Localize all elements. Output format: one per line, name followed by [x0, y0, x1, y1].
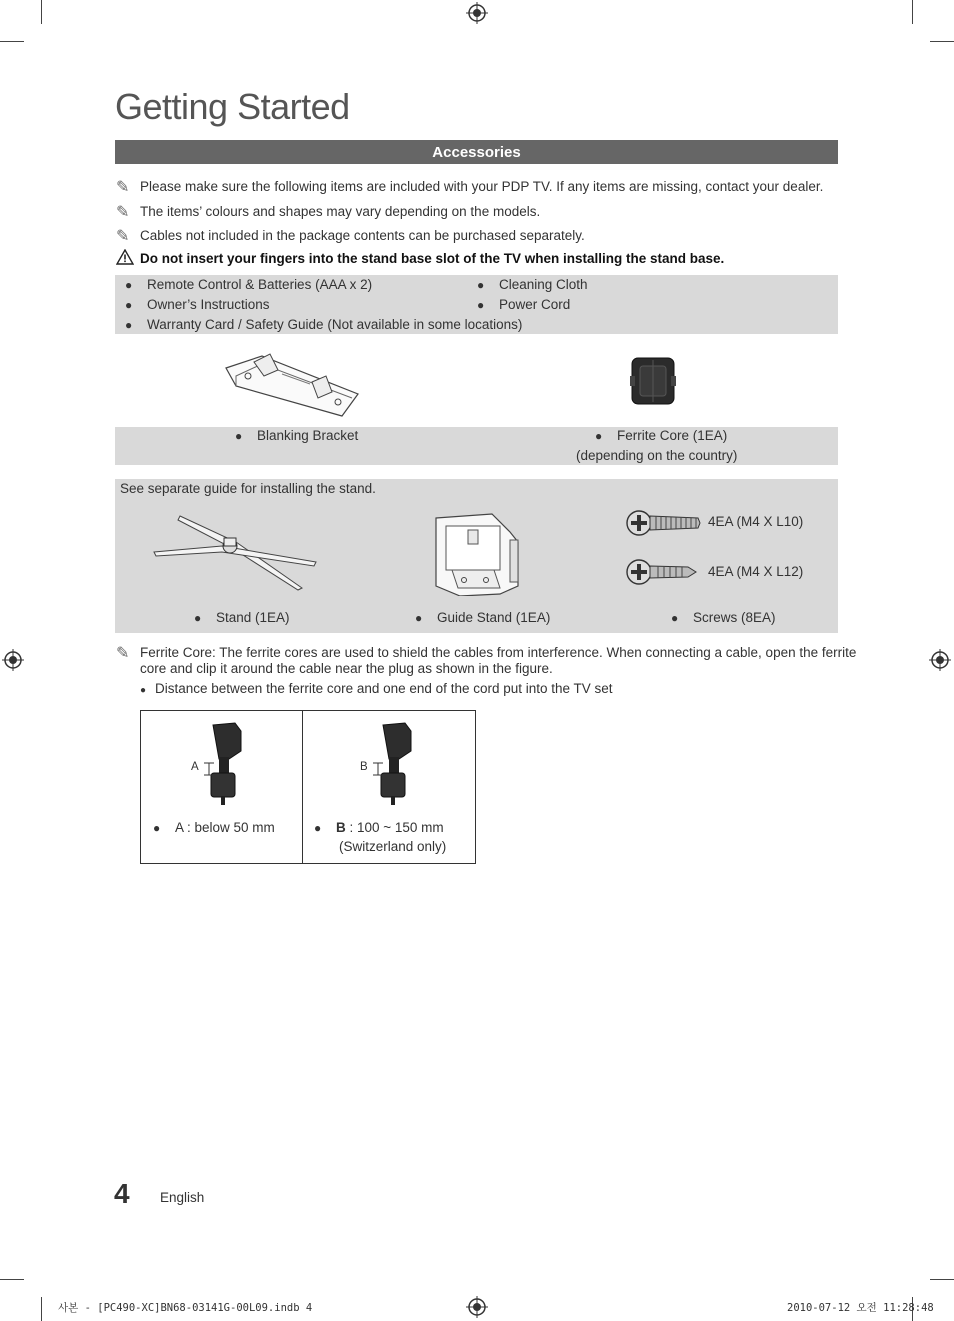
registration-mark-icon [929, 649, 951, 671]
stand-guide-caption: See separate guide for installing the stand. [120, 481, 376, 496]
ferrite-core-illustration [630, 356, 676, 406]
stand-illustration [152, 512, 320, 592]
page-number: 4 [114, 1178, 130, 1209]
screw-l10-illustration [626, 504, 702, 542]
registration-mark-icon [466, 2, 488, 24]
list-item: ● Ferrite Core (1EA) [595, 428, 728, 443]
crop-mark [41, 0, 42, 24]
page-title: Getting Started [115, 86, 350, 127]
list-item: ● Guide Stand (1EA) [415, 610, 551, 625]
screw-l10-label: 4EA (M4 X L10) [708, 514, 804, 529]
screw-l12-illustration [626, 553, 702, 591]
list-item: ● Blanking Bracket [235, 428, 359, 443]
note-item: ✎ The items’ colours and shapes may vary depending on the models. [116, 204, 541, 221]
item-note: (depending on the country) [576, 448, 738, 463]
screw-l12-label: 4EA (M4 X L12) [708, 564, 804, 579]
page-language: English [160, 1190, 205, 1205]
pencil-note-icon: ✎ [116, 645, 130, 662]
crop-mark [0, 41, 24, 42]
list-item: ● Owner’s Instructions [125, 297, 270, 312]
list-item: ● Screws (8EA) [671, 610, 776, 625]
list-item: ● Warranty Card / Safety Guide (Not available in some locations) [125, 317, 523, 332]
registration-mark-icon [466, 1296, 488, 1318]
section-heading: Accessories [115, 140, 838, 164]
ferrite-note-continued: core and clip it around the cable near the plug as shown in the figure. [140, 661, 553, 676]
crop-mark [930, 41, 954, 42]
marker-b: B [360, 761, 368, 773]
crop-mark [912, 0, 913, 24]
guide-stand-illustration [430, 512, 522, 596]
list-item: ● Power Cord [477, 297, 571, 312]
pencil-note-icon: ✎ [116, 204, 130, 221]
ferrite-sub-note: ● Distance between the ferrite core and one end of the cord put into the TV set [140, 681, 613, 696]
distance-bracket-icon [372, 762, 384, 776]
blanking-bracket-illustration [222, 350, 362, 422]
cord-b-sub-label: (Switzerland only) [339, 839, 447, 854]
note-item: ✎ Cables not included in the package contents can be purchased separately. [116, 228, 585, 245]
list-item: ● Stand (1EA) [194, 610, 290, 625]
crop-mark [930, 1279, 954, 1280]
pencil-note-icon: ✎ [116, 179, 130, 196]
warning-triangle-icon [116, 249, 140, 268]
warning-note: Do not insert your fingers into the stand base slot of the TV when installing the stand base. [116, 249, 724, 268]
pencil-note-icon: ✎ [116, 228, 130, 245]
ferrite-note: ✎ Ferrite Core: The ferrite cores are used to shield the cables from interference. When connecting a cable, open the ferrite [116, 645, 857, 662]
crop-mark [0, 1279, 24, 1280]
cord-distance-table [140, 710, 476, 864]
list-item: ● Cleaning Cloth [477, 277, 588, 292]
distance-bracket-icon [203, 762, 215, 776]
note-item: ✎ Please make sure the following items are included with your PDP TV. If any items are missing, contact your dealer. [116, 179, 824, 196]
registration-mark-icon [2, 649, 24, 671]
cord-a-label: ● A : below 50 mm [153, 820, 275, 835]
print-date-info: 2010-07-12 오전 11:28:48 [787, 1302, 934, 1314]
crop-mark [41, 1297, 42, 1321]
print-file-info: 사본 - [PC490-XC]BN68-03141G-00L09.indb 4 [58, 1302, 313, 1314]
marker-a: A [191, 761, 199, 773]
cord-b-label: ● B : 100 ~ 150 mm [314, 820, 444, 835]
list-item: ● Remote Control & Batteries (AAA x 2) [125, 277, 373, 292]
table-divider [302, 711, 303, 863]
